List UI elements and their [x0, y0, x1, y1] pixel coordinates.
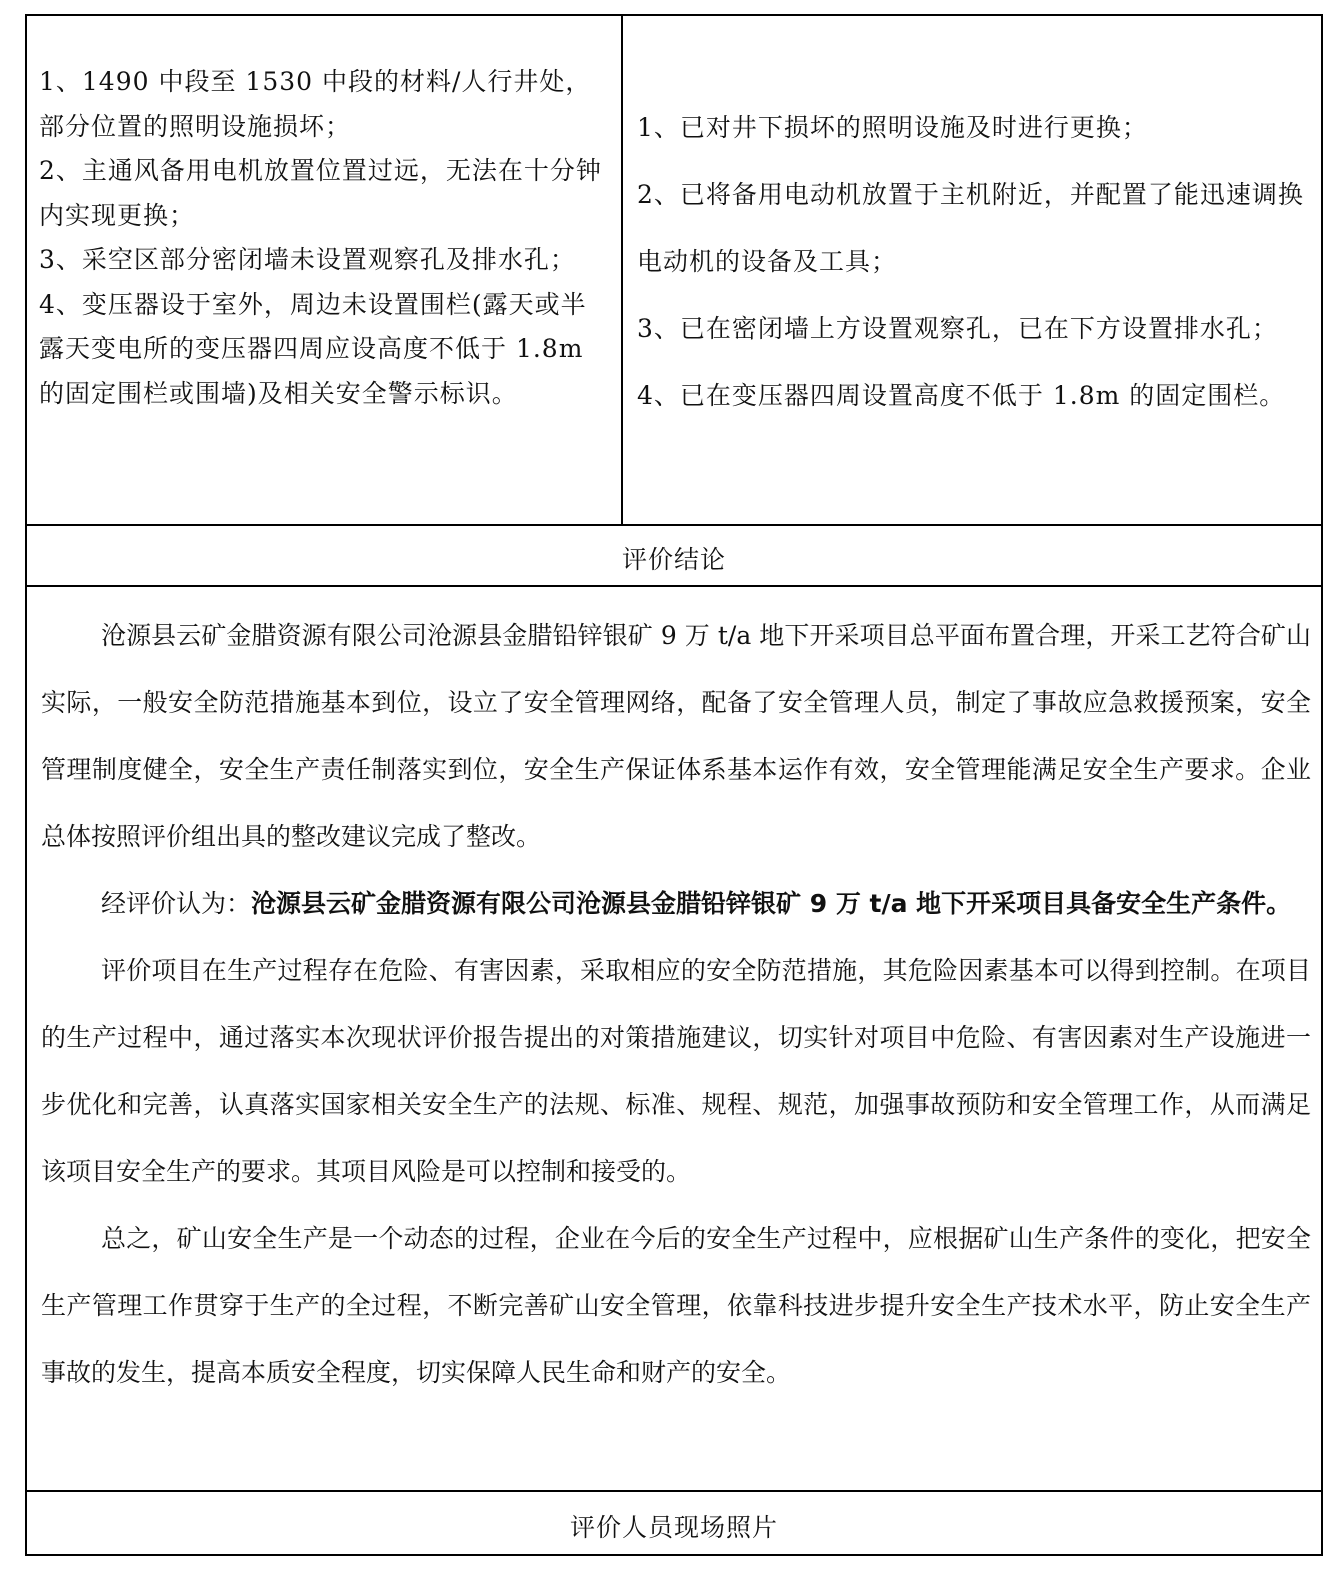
problem-item: 3、采空区部分密闭墙未设置观察孔及排水孔；	[39, 245, 576, 274]
problem-item: 2、主通风备用电机放置位置过远，无法在十分钟内实现更换；	[39, 156, 602, 230]
verdict-lead: 经评价认为：	[101, 889, 252, 918]
conclusion-body	[41, 602, 1311, 1406]
problem-item: 4、变压器设于室外，周边未设置围栏(露天或半露天变电所的变压器四周应设高度不低于 1.8m 的固定围栏或围墙)及相关安全警示标识。	[39, 289, 587, 408]
problem-item: 1、1490 中段至 1530 中段的材料/人行井处，部分位置的照明设施损坏；	[39, 67, 592, 141]
report-table	[25, 14, 1323, 1556]
row-divider	[27, 524, 1321, 526]
conclusion-paragraph	[41, 870, 1311, 937]
fix-item: 2、已将备用电动机放置于主机附近，并配置了能迅速调换电动机的设备及工具；	[637, 180, 1304, 276]
fixes-cell	[637, 94, 1327, 429]
row-divider	[27, 1490, 1321, 1492]
column-divider	[621, 16, 623, 524]
conclusion-paragraph: 评价项目在生产过程存在危险、有害因素，采取相应的安全防范措施，其危险因素基本可以得到控制。在项目的生产过程中，通过落实本次现状评价报告提出的对策措施建议，切实针对项目中危险、有害因素对生产设施进一步优化和完善，认真落实国家相关安全生产的法规、标准、规程、规范，加强事故预防和安全管理工作，从而满足该项目安全生产的要求。其项目风险是可以控制和接受的。	[41, 956, 1311, 1186]
photos-heading: 评价人员现场照片	[569, 1513, 778, 1542]
conclusion-paragraph: 沧源县云矿金腊资源有限公司沧源县金腊铅锌银矿 9 万 t/a 地下开采项目总平面布置合理，开采工艺符合矿山实际，一般安全防范措施基本到位，设立了安全管理网络，配备了安全管理人员，制定了事故应急救援预案，安全管理制度健全，安全生产责任制落实到位，安全生产保证体系基本运作有效，安全管理能满足安全生产要求。企业总体按照评价组出具的整改建议完成了整改。	[41, 621, 1311, 851]
problems-cell	[39, 60, 609, 416]
verdict-statement: 沧源县云矿金腊资源有限公司沧源县金腊铅锌银矿 9 万 t/a 地下开采项目具备安全生产条件。	[251, 889, 1292, 918]
conclusion-paragraph: 总之，矿山安全生产是一个动态的过程，企业在今后的安全生产过程中，应根据矿山生产条件的变化，把安全生产管理工作贯穿于生产的全过程，不断完善矿山安全管理，依靠科技进步提升安全生产技术水平，防止安全生产事故的发生，提高本质安全程度，切实保障人民生命和财产的安全。	[41, 1224, 1311, 1387]
row-divider	[27, 585, 1321, 587]
fix-item: 3、已在密闭墙上方设置观察孔，已在下方设置排水孔；	[637, 314, 1278, 343]
fix-item: 4、已在变压器四周设置高度不低于 1.8m 的固定围栏。	[637, 381, 1286, 410]
conclusion-heading: 评价结论	[621, 545, 726, 574]
fix-item: 1、已对井下损坏的照明设施及时进行更换；	[637, 113, 1148, 142]
